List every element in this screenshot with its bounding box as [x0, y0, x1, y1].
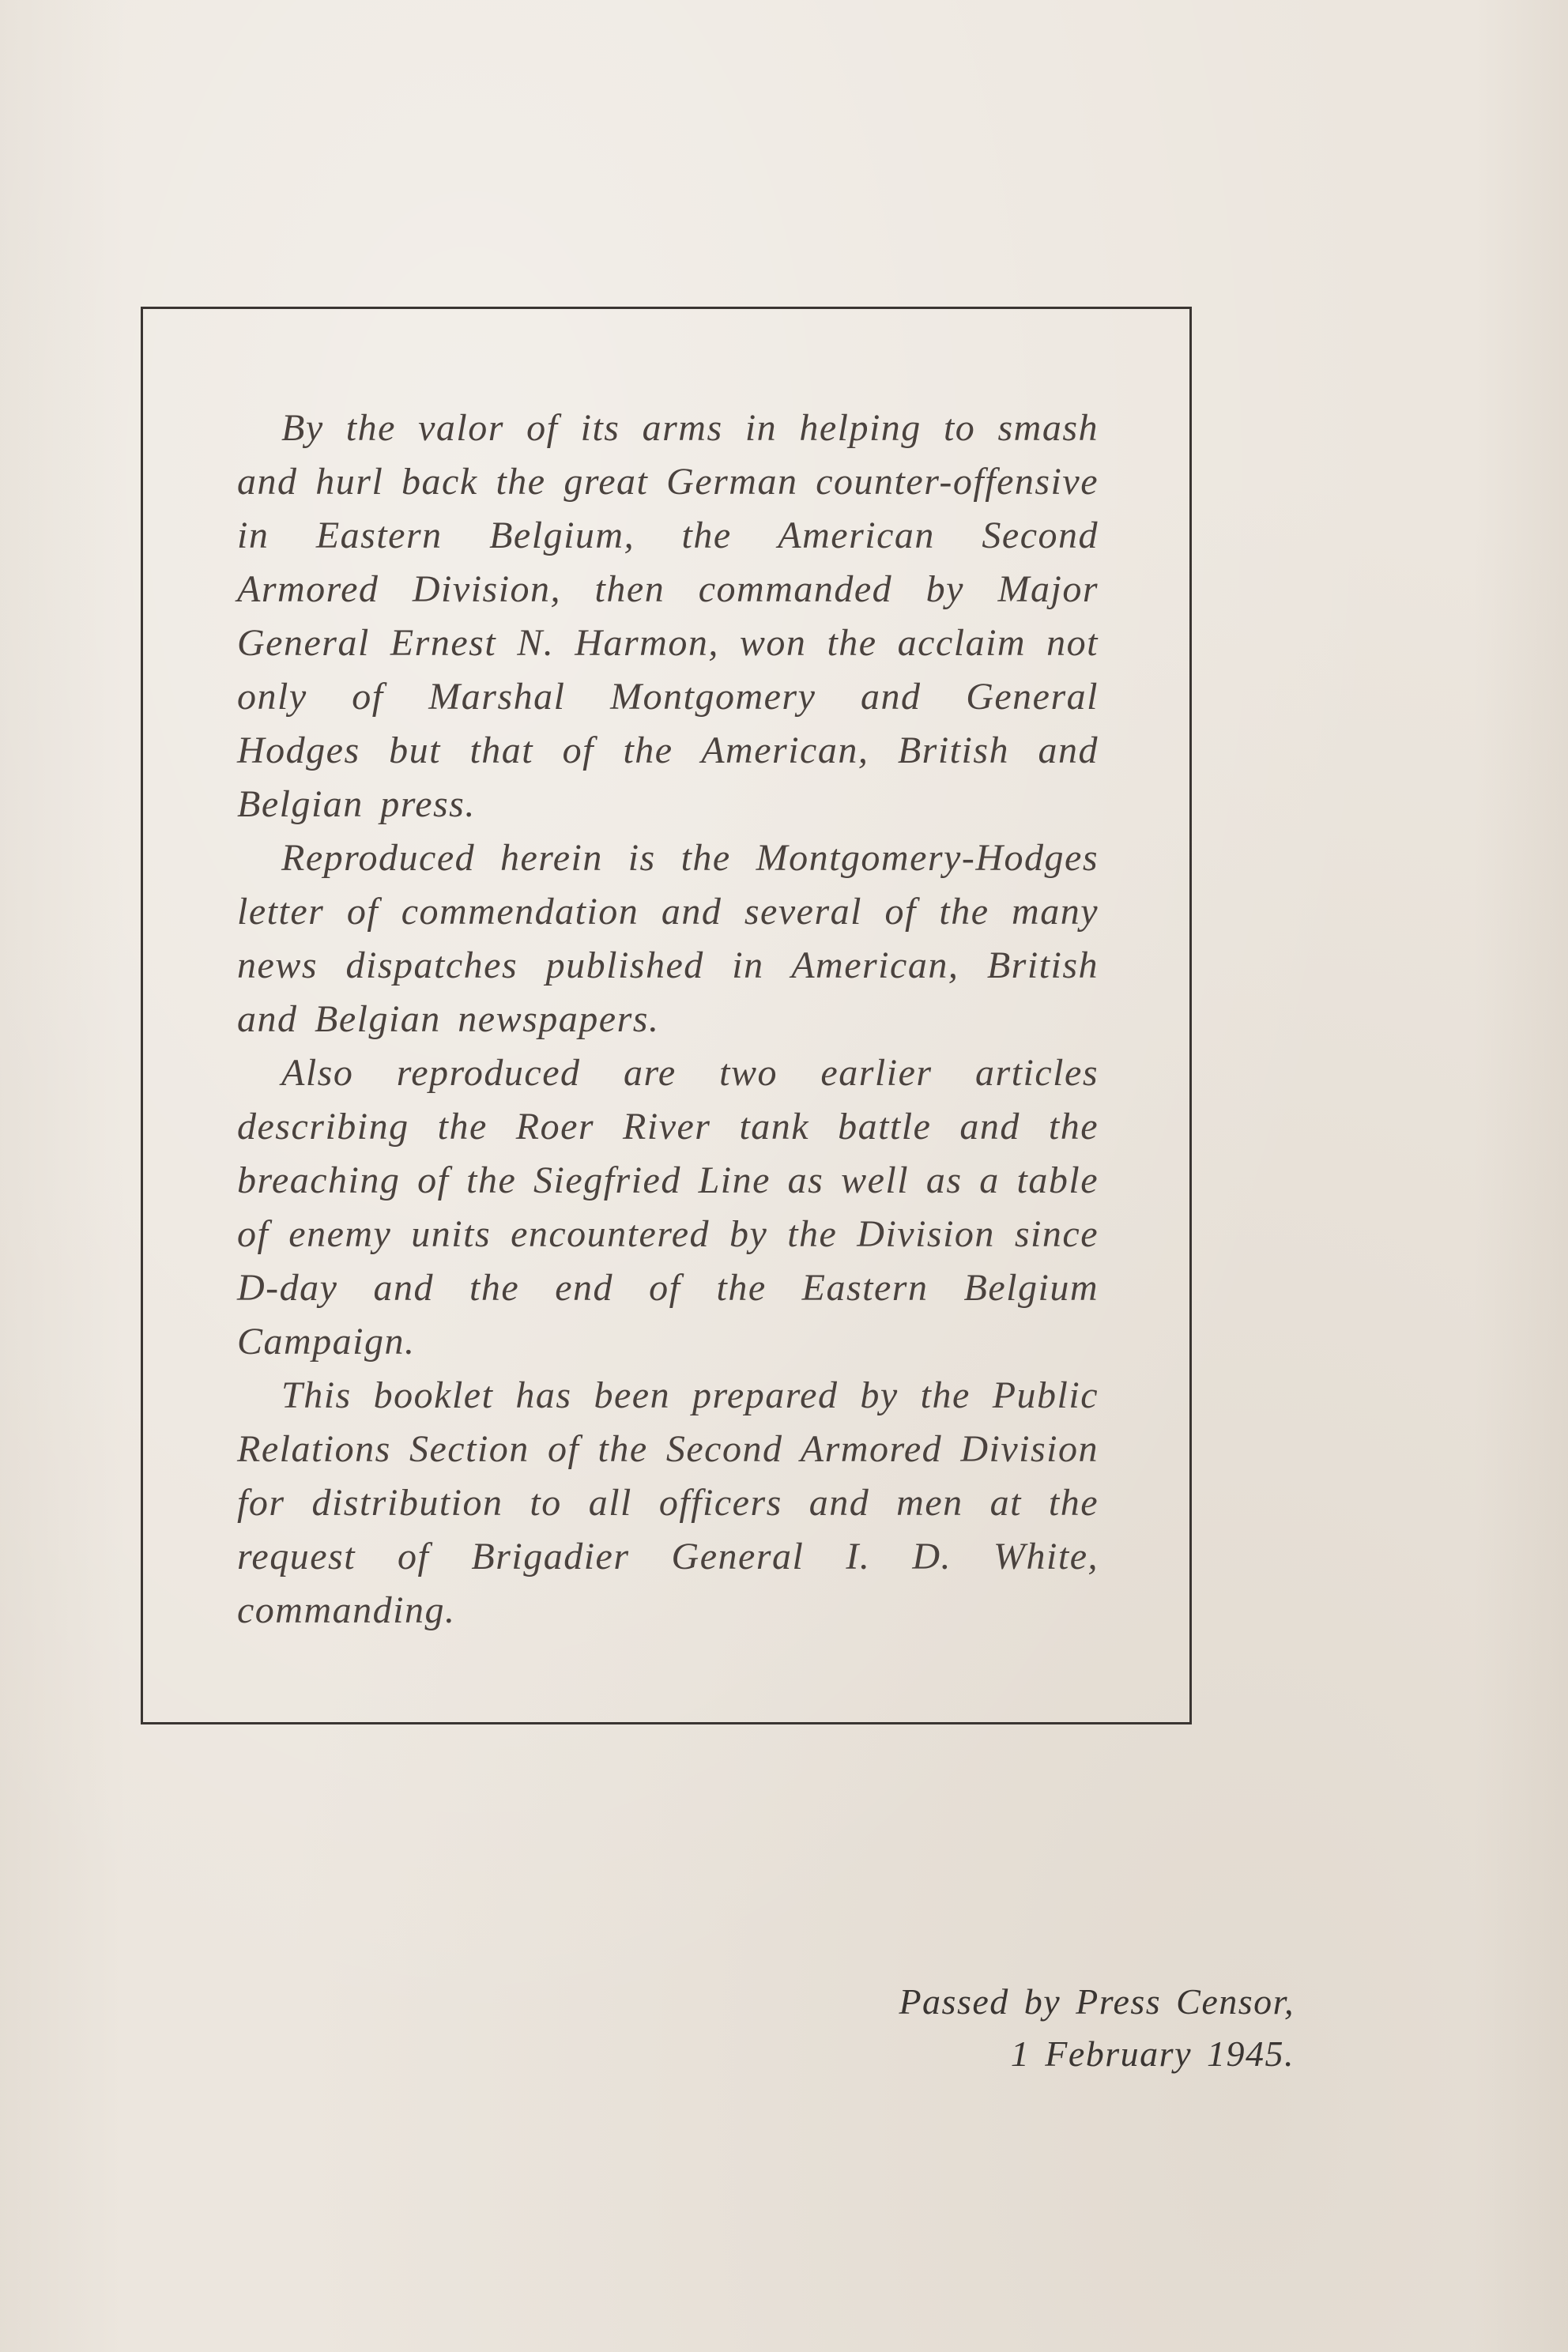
censor-note-line-2: 1 February 1945.	[1010, 2034, 1295, 2074]
paragraph-valor: By the valor of its arms in helping to smash and hurl back the great German counter-offensive in Eastern Belgium, the American Second Armored Division, then commanded by Major General Ernest N. Harmon, won the acclaim not only of Marshal Montgomery and General Hodges but that of the American, British and Belgian press.	[237, 407, 1099, 825]
censor-note	[899, 1976, 1295, 2080]
paragraph-reproduced: Reproduced herein is the Montgomery-Hodges letter of commendation and several of the many news dispatches published in American, British and Belgian newspapers.	[237, 837, 1099, 1040]
paragraph-booklet-prepared: This booklet has been prepared by the Public Relations Section of the Second Armored Division for distribution to all officers and men at the request of Brigadier General I. D. White, commanding.	[237, 1374, 1099, 1631]
censor-note-line-1: Passed by Press Censor,	[899, 1981, 1295, 2022]
paragraph-also-reproduced: Also reproduced are two earlier articles describing the Roer River tank battle and the breaching of the Siegfried Line as well as a table of enemy units encountered by the Division since D-day and the end of the Eastern Belgium Campaign.	[237, 1052, 1099, 1363]
framed-text-block	[237, 401, 1099, 1638]
